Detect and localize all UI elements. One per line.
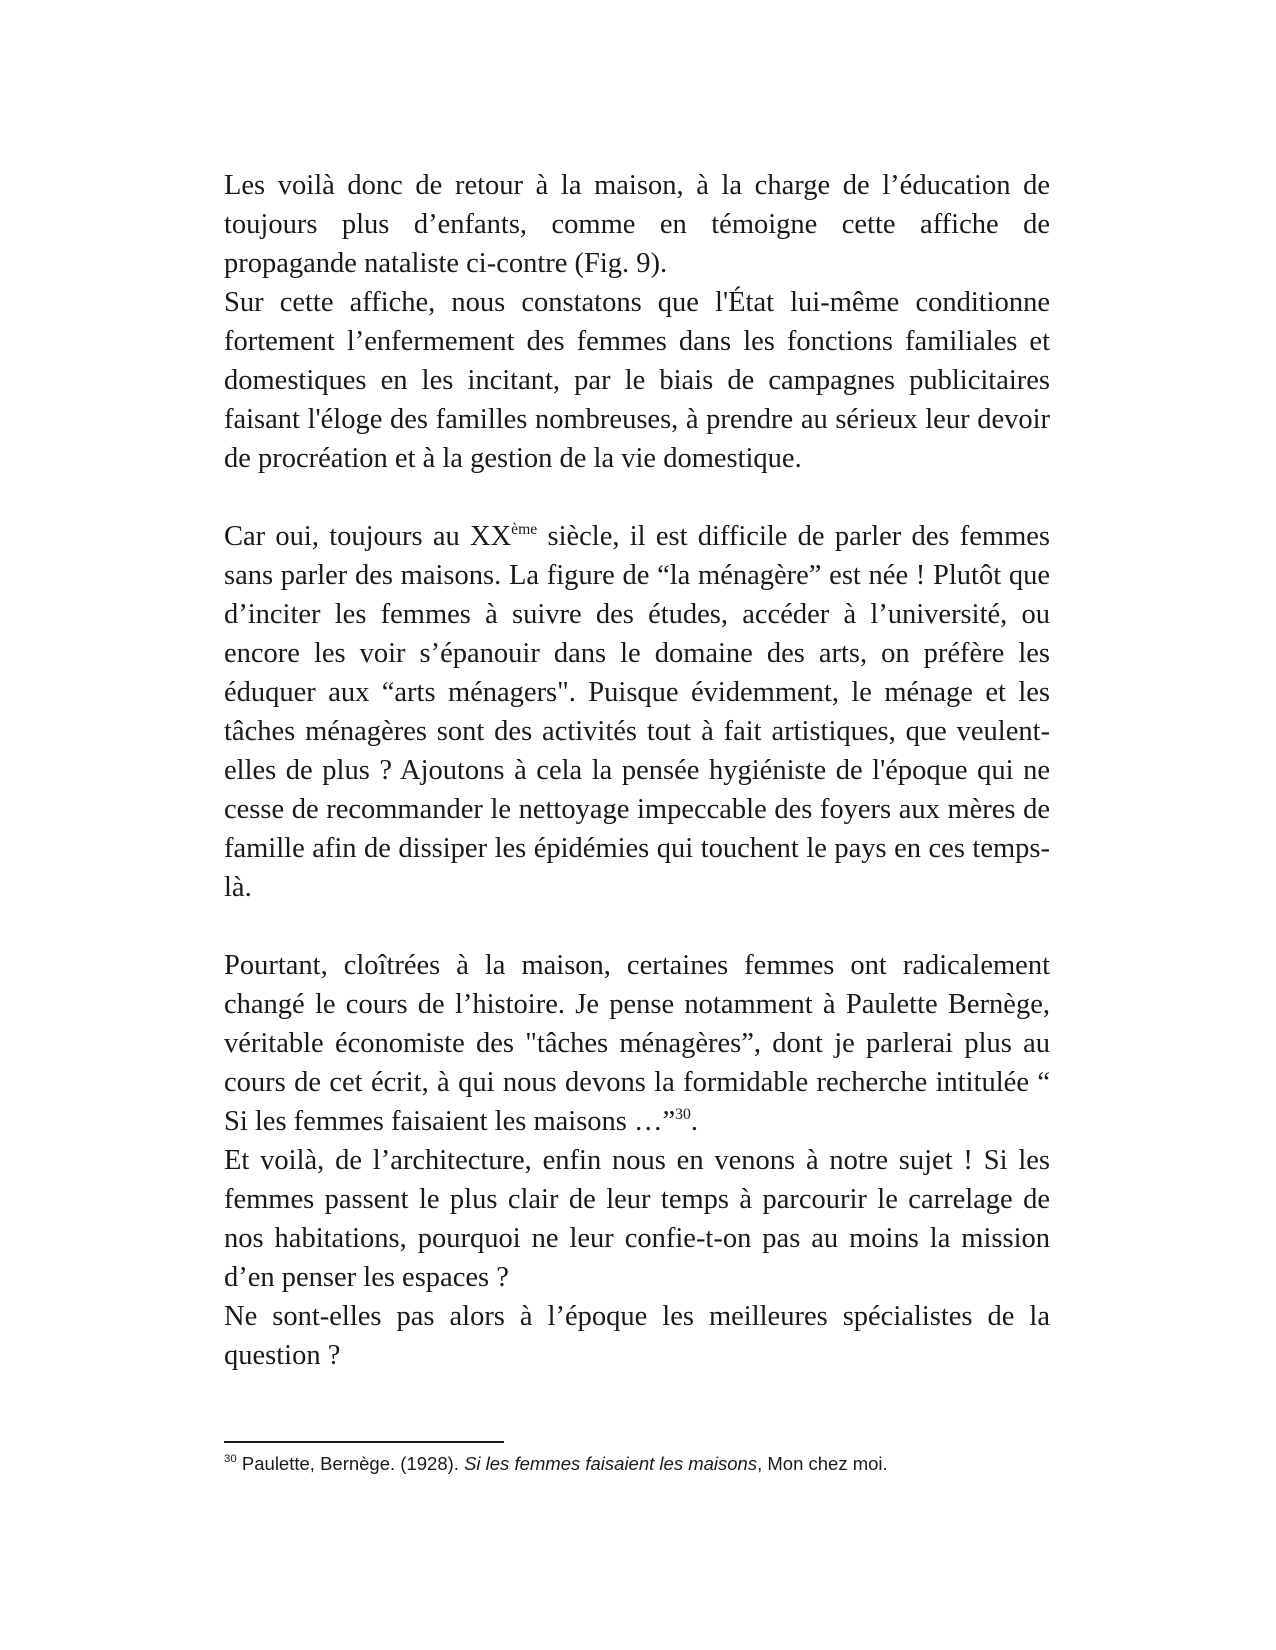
footnote: [224, 1452, 1084, 1476]
paragraph-2: Sur cette affiche, nous constatons que l'État lui-même conditionne fortement l’enfermement des femmes dans les fonctions familiales et domestiques en les incitant, par le biais de campagnes publicitaires faisant l'éloge des familles nombreuses, à prendre au sérieux leur devoir de procréation et à la gestion de la vie domestique.: [224, 287, 1050, 474]
paragraph-4: [224, 946, 1050, 1141]
footnote-reference[interactable]: 30: [675, 1105, 691, 1123]
paragraph-6: Ne sont-elles pas alors à l’époque les meilleures spécialistes de la question ?: [224, 1301, 1050, 1371]
paragraph-3-text-before: Car oui, toujours au XX: [224, 521, 512, 552]
paragraph-3: [224, 517, 1050, 907]
paragraph-1: Les voilà donc de retour à la maison, à la charge de l’éducation de toujours plus d’enfants, comme en témoigne cette affiche de propagande nataliste ci-contre (Fig. 9).: [224, 170, 1050, 279]
footnote-number: 30: [224, 1453, 237, 1466]
paragraph-3-text-after: siècle, il est difficile de parler des femmes sans parler des maisons. La figure de “la ménagère” est née ! Plutôt que d’inciter les femmes à suivre des études, accéder à l’université, ou encore les voir s’épanouir dans le domaine des arts, on préfère les éduquer aux “arts ménagers". Puisque évidemment, le ménage et les tâches ménagères sont des activités tout à fait artistiques, que veulent-elles de plus ? Ajoutons à cela la pensée hygiéniste de l'époque qui ne cesse de recommander le nettoyage impeccable des foyers aux mères de famille afin de dissiper les épidémies qui touchent le pays en ces temps-là.: [224, 521, 1050, 903]
paragraph-5: Et voilà, de l’architecture, enfin nous en venons à notre sujet ! Si les femmes passent le plus clair de leur temps à parcourir le carrelage de nos habitations, pourquoi ne leur confie-t-on pas au moins la mission d’en penser les espaces ?: [224, 1145, 1050, 1293]
body-text: [224, 166, 1050, 1375]
footnote-text-after: , Mon chez moi.: [757, 1453, 888, 1474]
paragraph-4-text-before: Pourtant, cloîtrées à la maison, certaines femmes ont radicalement changé le cours de l’histoire. Je pense notamment à Paulette Bernège, véritable économiste des "tâches ménagères”, dont je parlerai plus au cours de cet écrit, à qui nous devons la formidable recherche intitulée “ Si les femmes faisaient les maisons …”: [224, 950, 1050, 1137]
footnote-separator: [224, 1441, 504, 1443]
paragraph-4-text-after: .: [690, 1106, 698, 1137]
footnote-text-before: Paulette, Bernège. (1928).: [236, 1453, 465, 1474]
footnote-title: Si les femmes faisaient les maisons: [464, 1453, 758, 1474]
century-superscript: ème: [511, 520, 538, 538]
